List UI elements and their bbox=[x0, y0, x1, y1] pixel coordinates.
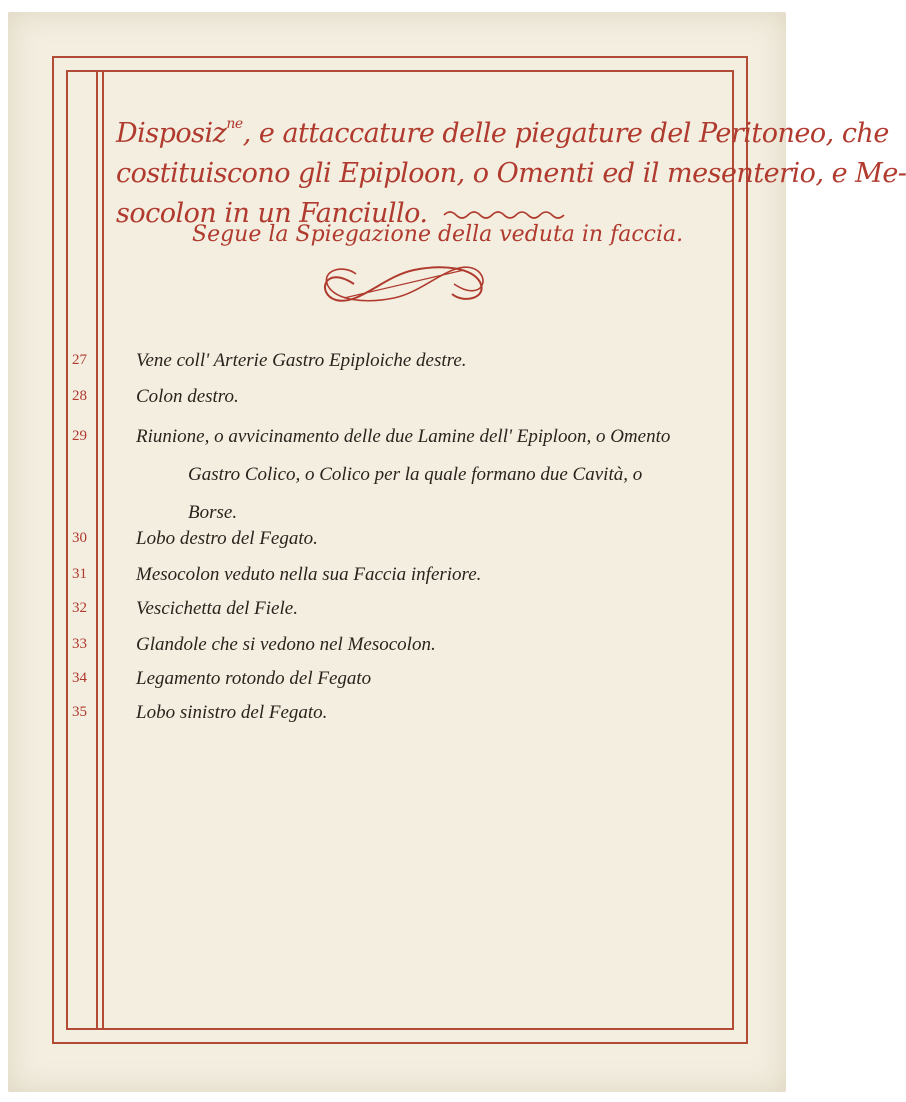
title-line-1 bbox=[116, 104, 889, 154]
entry-text: Colon destro. bbox=[136, 386, 239, 407]
entry-text: Glandole che si vedono nel Mesocolon. bbox=[136, 634, 436, 655]
title-line-1-main: Disposiz bbox=[116, 118, 227, 149]
entry-number: 27 bbox=[72, 352, 87, 368]
list-item bbox=[136, 342, 716, 380]
entry-text: Lobo sinistro del Fegato. bbox=[136, 702, 328, 723]
list-item bbox=[136, 660, 716, 698]
entry-number: 30 bbox=[72, 530, 87, 546]
title-line-1-rest: , e attaccature delle piegature del Peritoneo, che bbox=[242, 118, 889, 149]
entry-number: 32 bbox=[72, 600, 87, 616]
wavy-line-ornament bbox=[442, 208, 572, 222]
entry-text: Riunione, o avvicinamento delle due Lamine dell' Epiploon, o Omento bbox=[136, 426, 671, 447]
entry-text: Mesocolon veduto nella sua Faccia inferiore. bbox=[136, 564, 482, 585]
list-item bbox=[136, 694, 716, 732]
entry-number: 34 bbox=[72, 670, 87, 686]
entry-number: 35 bbox=[72, 704, 87, 720]
list-item bbox=[136, 520, 716, 558]
list-item bbox=[136, 378, 716, 416]
title-line-3-text: socolon in un Fanciullo. bbox=[116, 198, 428, 229]
entry-text: Legamento rotondo del Fegato bbox=[136, 668, 372, 689]
entry-text-continued: Borse. bbox=[188, 502, 238, 523]
page-subtitle: Segue la Spiegazione della veduta in faccia. bbox=[192, 222, 684, 247]
page-title bbox=[116, 104, 906, 234]
list-item bbox=[136, 418, 716, 532]
entry-number: 33 bbox=[72, 636, 87, 652]
list-item bbox=[136, 626, 716, 664]
entry-text: Vescichetta del Fiele. bbox=[136, 598, 298, 619]
title-line-2: costituiscono gli Epiploon, o Omenti ed il mesenterio, e Me- bbox=[116, 158, 906, 189]
calligraphic-flourish bbox=[314, 258, 494, 310]
title-superscript: ne bbox=[226, 116, 243, 132]
entry-number: 31 bbox=[72, 566, 87, 582]
entry-text: Vene coll' Arterie Gastro Epiploiche destre. bbox=[136, 350, 467, 371]
entry-number: 29 bbox=[72, 428, 87, 444]
entry-text: Lobo destro del Fegato. bbox=[136, 528, 318, 549]
list-item bbox=[136, 556, 716, 594]
margin-rule-left bbox=[96, 70, 98, 1030]
margin-rule-right bbox=[102, 70, 104, 1030]
entry-text-continued: Gastro Colico, o Colico per la quale formano due Cavità, o bbox=[188, 464, 643, 485]
list-item bbox=[136, 590, 716, 628]
entry-number: 28 bbox=[72, 388, 87, 404]
